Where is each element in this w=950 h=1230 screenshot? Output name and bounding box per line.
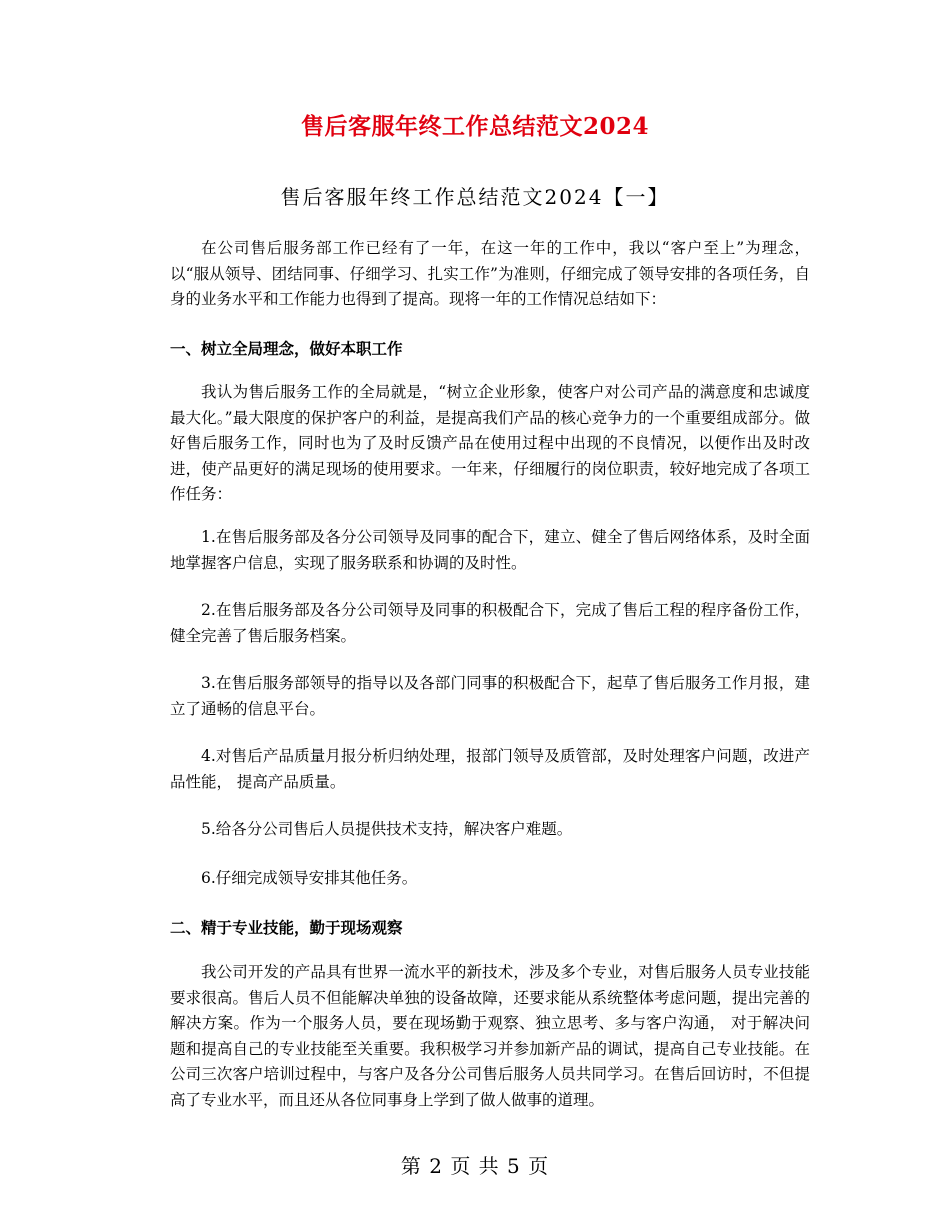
list-item: 1.在售后服务部及各分公司领导及同事的配合下，建立、健全了售后网络体系，及时全面地掌握客户信息，实现了服务联系和协调的及时性。 xyxy=(170,528,810,572)
list-item: 2.在售后服务部及各分公司领导及同事的积极配合下，完成了售后工程的程序备份工作，健全完善了售后服务档案。 xyxy=(170,601,810,645)
list-item: 5.给各分公司售后人员提供技术支持，解决客户难题。 xyxy=(201,820,573,838)
item-3-block xyxy=(170,671,810,722)
item-4-block xyxy=(170,744,810,795)
intro-block xyxy=(170,236,810,313)
item-1-block xyxy=(170,525,810,576)
section1-heading: 一、树立全局理念，做好本职工作 xyxy=(170,339,403,358)
section2-heading: 二、精于专业技能，勤于现场观察 xyxy=(170,918,403,937)
list-item: 6.仔细完成领导安排其他任务。 xyxy=(201,869,418,887)
item-6-block xyxy=(170,866,810,892)
list-item: 4.对售后产品质量月报分析归纳处理，报部门领导及质管部，及时处理客户问题，改进产品性能， 提高产品质量。 xyxy=(170,747,810,791)
section1-paragraph: 我认为售后服务工作的全局就是，“树立企业形象，使客户对公司产品的满意度和忠诚度最大化。”最大限度的保护客户的利益，是提高我们产品的核心竞争力的一个重要组成部分。做好售后服务工作，同时也为了及时反馈产品在使用过程中出现的不良情况，以便作出及时改进，使产品更好的满足现场的使用要求。一年来，仔细履行的岗位职责，较好地完成了各项工作任务： xyxy=(170,383,810,503)
page-number: 第 2 页 共 5 页 xyxy=(400,1154,550,1178)
list-item: 3.在售后服务部领导的指导以及各部门同事的积极配合下，起草了售后服务工作月报，建立了通畅的信息平台。 xyxy=(170,674,810,718)
section2-para-block xyxy=(170,960,810,1113)
intro-paragraph: 在公司售后服务部工作已经有了一年，在这一年的工作中，我以“客户至上”为理念，以“服从领导、团结同事、仔细学习、扎实工作”为准则，仔细完成了领导安排的各项任务，自身的业务水平和工作能力也得到了提高。现将一年的工作情况总结如下： xyxy=(170,239,810,308)
item-5-block xyxy=(170,817,810,843)
item-2-block xyxy=(170,598,810,649)
section1-heading-block xyxy=(170,336,810,362)
section2-paragraph: 我公司开发的产品具有世界一流水平的新技术，涉及多个专业，对售后服务人员专业技能要求很高。售后人员不但能解决单独的设备故障，还要求能从系统整体考虑问题，提出完善的解决方案。作为一个服务人员，要在现场勤于观察、独立思考、多与客户沟通， 对于解决问题和提高自己的专业技能至关重要。我积极学习并参加新产品的调试，提高自己专业技能。在公司三次客户培训过程中，与客户及各分公司售后服务人员共同学习。在售后回访时，不但提高了专业水平，而且还从各位同事身上学到了做人做事的道理。 xyxy=(170,963,810,1109)
document-subtitle: 售后客服年终工作总结范文2024【一】 xyxy=(280,185,670,209)
section1-para-block xyxy=(170,380,810,508)
section2-heading-block xyxy=(170,915,810,941)
document-title: 售后客服年终工作总结范文2024 xyxy=(300,113,649,140)
